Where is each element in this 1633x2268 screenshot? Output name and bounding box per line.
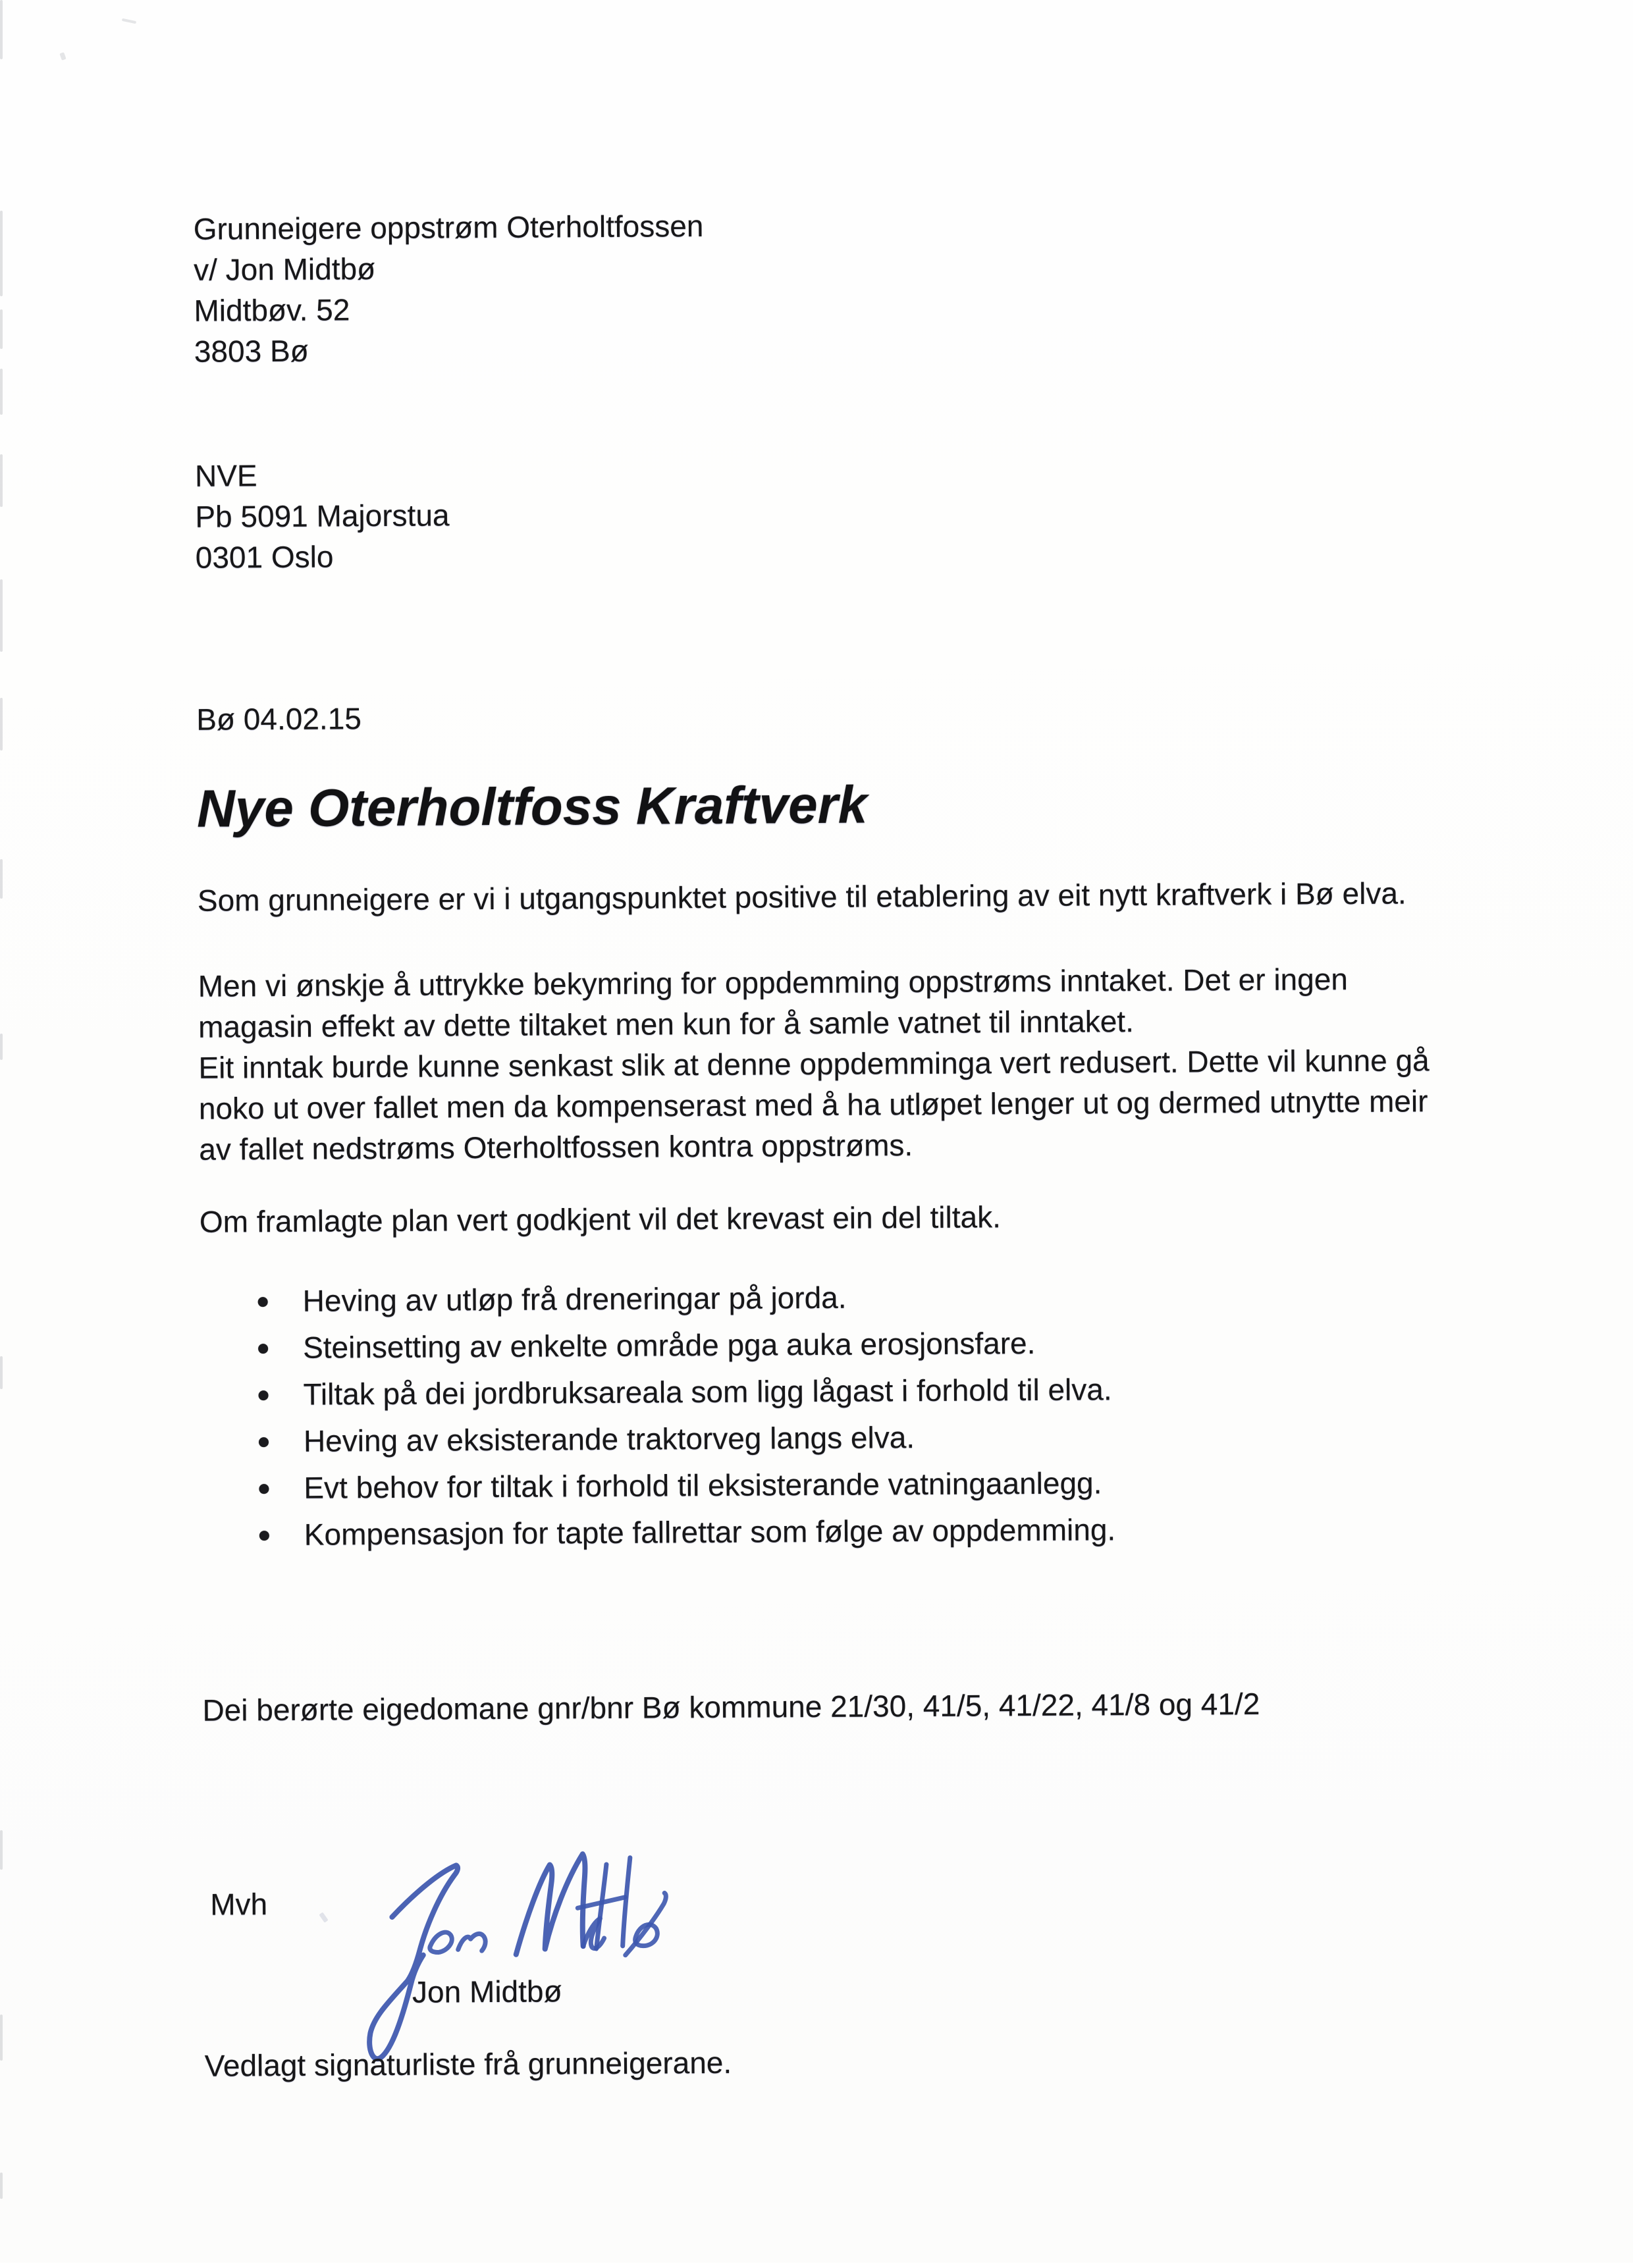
bullet-item: Tiltak på dei jordbruksareala som ligg lågast i forhold til elva. xyxy=(303,1366,1115,1418)
paragraph-line: Eit inntak burde kunne senkast slik at denne oppdemminga vert redusert. Dette vil kunne gå xyxy=(198,1043,1430,1085)
scan-edge-artifact xyxy=(0,2173,3,2199)
paragraph-line: Men vi ønskje å uttrykke bekymring for oppdemming oppstrøms inntaket. Det er ingen xyxy=(198,962,1349,1003)
sender-line: v/ Jon Midtbø xyxy=(193,251,376,287)
letter-title: Nye Oterholtfoss Kraftverk xyxy=(196,775,868,838)
signature-stroke-o xyxy=(430,1932,452,1953)
signature-stroke-j xyxy=(369,1865,459,2059)
signature-stroke-t xyxy=(596,1864,607,1949)
signature-stroke-m xyxy=(516,1854,585,1955)
sender-line: Grunneigere oppstrøm Oterholtfossen xyxy=(193,209,704,246)
bullet-item: Evt behov for tiltak i forhold til eksisterande vatningaanlegg. xyxy=(304,1460,1115,1512)
requirements-bullet-list xyxy=(302,1273,1115,1558)
bullet-item: Heving av utløp frå dreneringar på jorda. xyxy=(302,1273,1114,1325)
sender-address-block xyxy=(194,205,705,372)
bullet-item: Heving av eksisterande traktorveg langs elva. xyxy=(304,1413,1115,1465)
bullet-item: Steinsetting av enkelte område pga auka erosjonsfare. xyxy=(303,1319,1115,1371)
concern-paragraph xyxy=(198,958,1430,1169)
paragraph-line: noko ut over fallet men da kompenserast med å ha utløpet lenger ut og dermed utnytte meir xyxy=(198,1084,1428,1126)
recipient-line: 0301 Oslo xyxy=(195,539,334,575)
paragraph-line: magasin effekt av dette tiltaket men kun for å samle vatnet til inntaket. xyxy=(198,1004,1135,1044)
sender-line: Midtbøv. 52 xyxy=(194,292,350,328)
recipient-line: Pb 5091 Majorstua xyxy=(195,498,450,534)
closing-salutation: Mvh xyxy=(210,1887,268,1922)
handwritten-signature xyxy=(360,1837,691,2070)
scan-edge-artifact xyxy=(0,2015,3,2061)
signature-stroke-n xyxy=(458,1934,486,1951)
bullet-item: Kompensasjon for tapte fallrettar som følge av oppdemming. xyxy=(304,1506,1116,1558)
paragraph-line: av fallet nedstrøms Oterholtfossen kontra oppstrøms. xyxy=(199,1128,913,1167)
typed-signature-name: Jon Midtbø xyxy=(412,1974,562,2009)
attachment-note: Vedlagt signaturliste frå grunneigerane. xyxy=(204,2045,732,2083)
affected-properties-line: Dei berørte eigedomane gnr/bnr Bø kommune 21/30, 41/5, 41/22, 41/8 og 41/2 xyxy=(202,1686,1260,1727)
recipient-line: NVE xyxy=(194,458,257,493)
sender-line: 3803 Bø xyxy=(194,333,309,369)
place-date-line: Bø 04.02.15 xyxy=(196,701,362,737)
scan-edge-artifact xyxy=(0,1830,3,1870)
signature-stroke-b xyxy=(622,1858,631,1946)
recipient-address-block xyxy=(195,454,450,577)
intro-paragraph: Som grunneigere er vi i utgangspunktet positive til etablering av eit nytt kraftverk i Bø elva. xyxy=(197,876,1406,918)
requirements-intro-line: Om framlagte plan vert godkjent vil det krevast ein del tiltak. xyxy=(199,1200,1002,1239)
